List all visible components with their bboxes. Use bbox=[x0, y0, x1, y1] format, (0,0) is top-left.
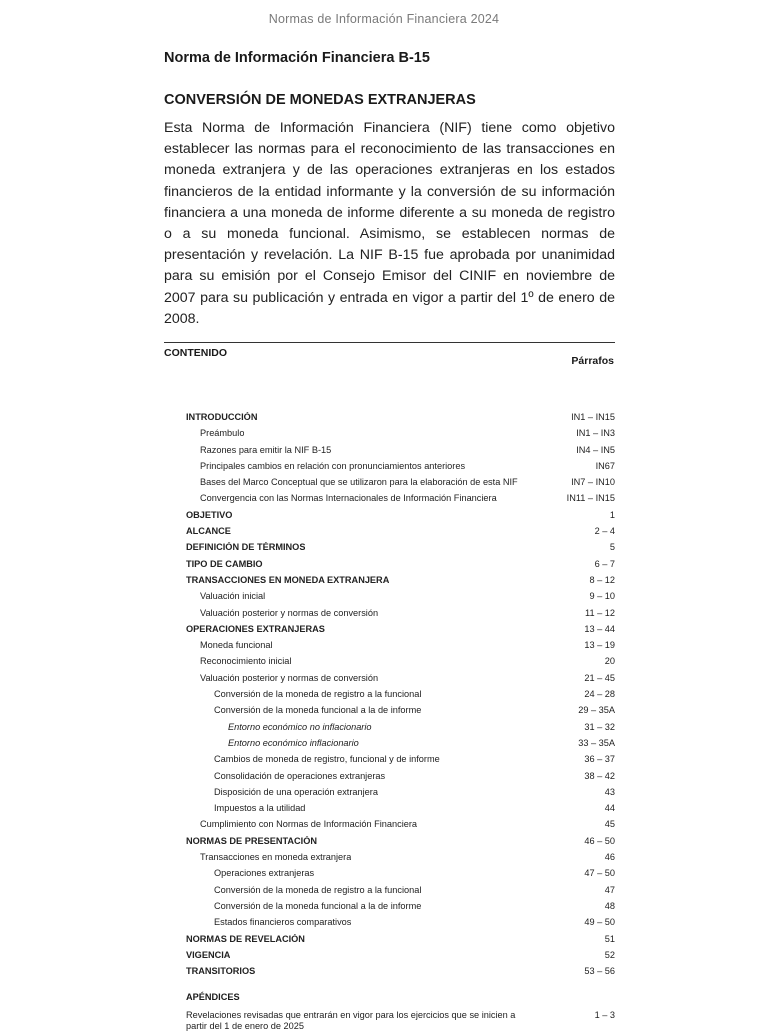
contents-label: CONTENIDO bbox=[164, 347, 227, 359]
paragraphs-column-label: Párrafos bbox=[571, 355, 614, 367]
contents-divider bbox=[164, 342, 615, 343]
toc-entry-paragraphs: 5 bbox=[609, 542, 615, 553]
toc-entry-paragraphs: 43 bbox=[604, 786, 615, 797]
toc-entry-title: Cumplimiento con Normas de Información Financiera bbox=[200, 819, 418, 830]
toc-row bbox=[186, 673, 615, 689]
toc-row bbox=[186, 608, 615, 624]
toc-entry-paragraphs: IN67 bbox=[595, 460, 615, 471]
toc-entry-title: Principales cambios en relación con pronunciamientos anteriores bbox=[200, 460, 466, 471]
toc-row bbox=[186, 966, 615, 982]
toc-entry-title: Moneda funcional bbox=[200, 640, 273, 651]
toc-entry-paragraphs: 29 – 35A bbox=[578, 705, 615, 716]
toc-entry-title: Conversión de la moneda funcional a la de informe bbox=[214, 900, 422, 911]
toc-row bbox=[186, 868, 615, 884]
toc-entry-paragraphs: IN11 – IN15 bbox=[566, 493, 615, 504]
toc-row bbox=[186, 934, 615, 950]
toc-entry-title: TRANSITORIOS bbox=[186, 966, 256, 977]
toc-entry-paragraphs: 8 – 12 bbox=[589, 574, 615, 585]
toc-row bbox=[186, 445, 615, 461]
toc-entry-title: ALCANCE bbox=[186, 526, 231, 537]
toc-entry-title: Valuación posterior y normas de conversión bbox=[200, 607, 379, 618]
toc-entry-paragraphs: 11 – 12 bbox=[585, 607, 615, 618]
toc-entry-paragraphs: 51 bbox=[604, 933, 615, 944]
table-of-contents bbox=[186, 412, 615, 982]
toc-entry-paragraphs: 46 bbox=[604, 852, 615, 863]
toc-entry-paragraphs: 31 – 32 bbox=[584, 721, 615, 732]
toc-entry-title: Preámbulo bbox=[200, 428, 245, 439]
appendix-item-paragraphs: 1 – 3 bbox=[594, 1010, 615, 1020]
toc-row bbox=[186, 624, 615, 640]
toc-entry-paragraphs: 45 bbox=[604, 819, 615, 830]
toc-row bbox=[186, 510, 615, 526]
toc-entry-title: INTRODUCCIÓN bbox=[186, 412, 258, 422]
toc-entry-paragraphs: 47 bbox=[604, 884, 615, 895]
toc-row bbox=[186, 803, 615, 819]
toc-entry-title: Entorno económico inflacionario bbox=[228, 737, 359, 748]
toc-row bbox=[186, 591, 615, 607]
toc-row bbox=[186, 428, 615, 444]
toc-entry-title: Bases del Marco Conceptual que se utilizaron para la elaboración de esta NIF bbox=[200, 477, 518, 488]
toc-entry-paragraphs: 38 – 42 bbox=[584, 770, 615, 781]
toc-entry-title: OPERACIONES EXTRANJERAS bbox=[186, 623, 325, 634]
toc-entry-title: NORMAS DE PRESENTACIÓN bbox=[186, 835, 318, 846]
running-header: Normas de Información Financiera 2024 bbox=[268, 12, 500, 26]
toc-entry-paragraphs: 33 – 35A bbox=[578, 737, 615, 748]
toc-entry-title: Disposición de una operación extranjera bbox=[214, 786, 378, 797]
toc-entry-title: Transacciones en moneda extranjera bbox=[200, 852, 352, 863]
toc-row bbox=[186, 771, 615, 787]
toc-entry-paragraphs: IN7 – IN10 bbox=[571, 477, 615, 488]
toc-entry-paragraphs: 2 – 4 bbox=[594, 526, 615, 537]
toc-row bbox=[186, 917, 615, 933]
toc-row bbox=[186, 412, 615, 428]
toc-row bbox=[186, 901, 615, 917]
toc-entry-paragraphs: 21 – 45 bbox=[584, 672, 615, 683]
toc-entry-paragraphs: IN1 – IN15 bbox=[571, 412, 615, 422]
toc-row bbox=[186, 819, 615, 835]
toc-entry-title: Estados financieros comparativos bbox=[214, 917, 352, 928]
toc-row bbox=[186, 705, 615, 721]
toc-row bbox=[186, 542, 615, 558]
toc-row bbox=[186, 836, 615, 852]
toc-entry-paragraphs: 1 bbox=[609, 509, 615, 520]
toc-row bbox=[186, 885, 615, 901]
toc-row bbox=[186, 754, 615, 770]
toc-entry-title: VIGENCIA bbox=[186, 949, 231, 960]
toc-row bbox=[186, 493, 615, 509]
toc-entry-title: Cambios de moneda de registro, funcional y de informe bbox=[214, 754, 440, 765]
toc-entry-paragraphs: IN1 – IN3 bbox=[576, 428, 615, 439]
toc-entry-paragraphs: 53 – 56 bbox=[584, 966, 615, 977]
toc-row bbox=[186, 950, 615, 966]
appendices-section bbox=[186, 992, 615, 1032]
toc-entry-title: Valuación inicial bbox=[200, 591, 266, 602]
toc-entry-paragraphs: 24 – 28 bbox=[584, 689, 615, 700]
toc-entry-paragraphs: IN4 – IN5 bbox=[576, 444, 615, 455]
toc-entry-title: Razones para emitir la NIF B-15 bbox=[200, 444, 332, 455]
toc-entry-title: Conversión de la moneda de registro a la funcional bbox=[214, 689, 422, 700]
toc-entry-title: TRANSACCIONES EN MONEDA EXTRANJERA bbox=[186, 574, 390, 585]
toc-entry-title: Convergencia con las Normas Internacionales de Información Financiera bbox=[200, 493, 497, 504]
toc-entry-paragraphs: 9 – 10 bbox=[589, 591, 615, 602]
toc-entry-title: NORMAS DE REVELACIÓN bbox=[186, 933, 305, 944]
toc-entry-title: Impuestos a la utilidad bbox=[214, 803, 306, 814]
toc-entry-title: Conversión de la moneda funcional a la de informe bbox=[214, 705, 422, 716]
toc-entry-paragraphs: 47 – 50 bbox=[584, 868, 615, 879]
toc-entry-paragraphs: 13 – 19 bbox=[584, 640, 615, 651]
toc-entry-paragraphs: 48 bbox=[604, 900, 615, 911]
toc-row bbox=[186, 640, 615, 656]
toc-entry-title: Consolidación de operaciones extranjeras bbox=[214, 770, 386, 781]
intro-paragraph: Esta Norma de Información Financiera (NIF) tiene como objetivo establecer las normas para el reconocimiento de las transacciones en moneda extranjera y de las operaciones extranjeras en los estados financieros de la entidad informante y la conversión de su información financiera a una moneda de informe diferente a su moneda de registro o a su moneda funcional. Asimismo, se establecen normas de presentación y revelación. La NIF B-15 fue aprobada por unanimidad para su emisión por el Consejo Emisor del CINIF en noviembre de 2007 para su publicación y entrada en vigor a partir del 1º de enero de 2008. bbox=[164, 120, 615, 327]
toc-entry-title: Operaciones extranjeras bbox=[214, 868, 315, 879]
toc-entry-title: Conversión de la moneda de registro a la funcional bbox=[214, 884, 422, 895]
toc-entry-paragraphs: 46 – 50 bbox=[584, 835, 615, 846]
toc-entry-paragraphs: 52 bbox=[604, 949, 615, 960]
toc-row bbox=[186, 722, 615, 738]
section-title: CONVERSIÓN DE MONEDAS EXTRANJERAS bbox=[164, 92, 476, 108]
toc-entry-title: Entorno económico no inflacionario bbox=[228, 721, 372, 732]
toc-entry-paragraphs: 49 – 50 bbox=[584, 917, 615, 928]
document-title: Norma de Información Financiera B-15 bbox=[164, 50, 430, 66]
toc-entry-paragraphs: 13 – 44 bbox=[584, 623, 615, 634]
toc-row bbox=[186, 787, 615, 803]
toc-entry-title: Reconocimiento inicial bbox=[200, 656, 292, 667]
appendix-item bbox=[186, 1010, 615, 1032]
toc-entry-title: Valuación posterior y normas de conversión bbox=[200, 672, 379, 683]
toc-entry-paragraphs: 36 – 37 bbox=[584, 754, 615, 765]
toc-row bbox=[186, 526, 615, 542]
toc-row bbox=[186, 575, 615, 591]
toc-row bbox=[186, 656, 615, 672]
toc-entry-paragraphs: 6 – 7 bbox=[594, 558, 615, 569]
toc-row bbox=[186, 738, 615, 754]
toc-row bbox=[186, 559, 615, 575]
toc-entry-paragraphs: 20 bbox=[604, 656, 615, 667]
toc-row bbox=[186, 477, 615, 493]
toc-entry-title: DEFINICIÓN DE TÉRMINOS bbox=[186, 542, 306, 553]
toc-entry-title: TIPO DE CAMBIO bbox=[186, 558, 263, 569]
toc-row bbox=[186, 852, 615, 868]
toc-row bbox=[186, 689, 615, 705]
appendix-item-title: Revelaciones revisadas que entrarán en vigor para los ejercicios que se inicien a partir del 1 de enero de 2025 bbox=[186, 1010, 516, 1031]
toc-entry-paragraphs: 44 bbox=[604, 803, 615, 814]
appendices-label: APÉNDICES bbox=[186, 992, 240, 1002]
toc-entry-title: OBJETIVO bbox=[186, 509, 233, 520]
toc-row bbox=[186, 461, 615, 477]
